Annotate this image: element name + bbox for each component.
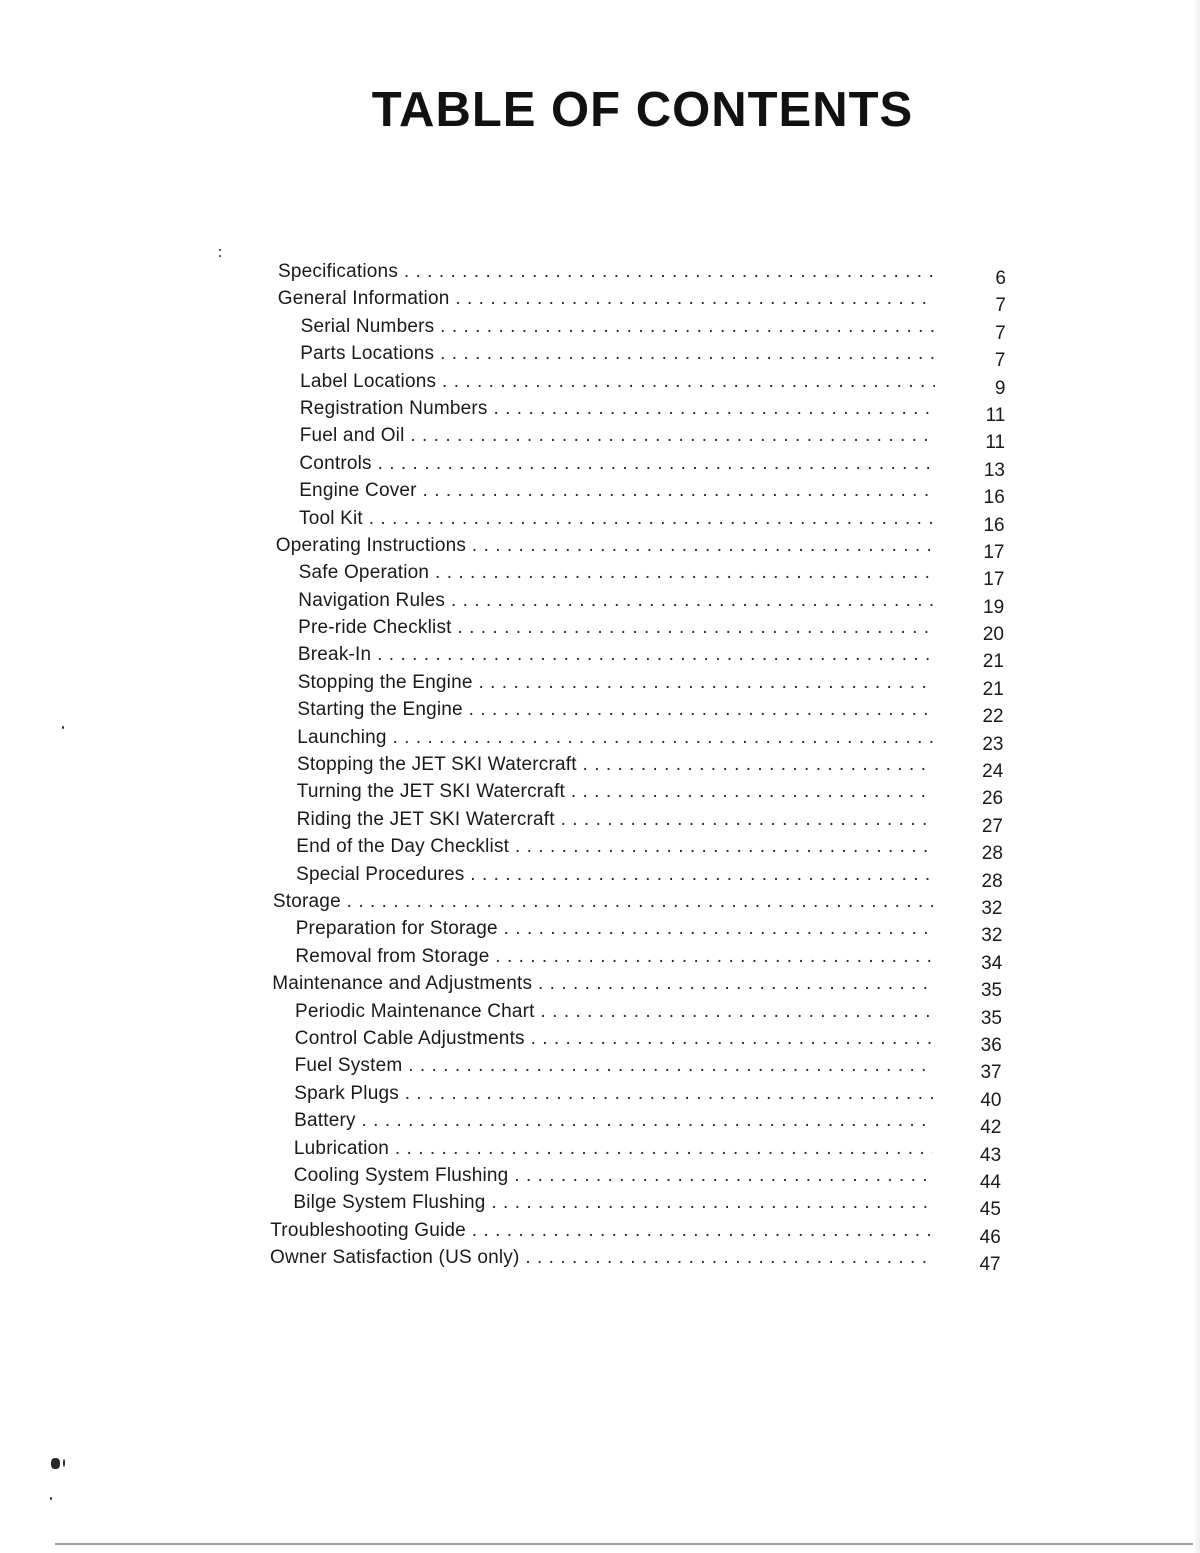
toc-entry-page-number: 17 [983,541,1005,563]
toc-entry-page-number: 16 [983,487,1005,509]
toc-entry-title: Pre-ride Checklist . . . [298,614,934,641]
toc-entry [0,1189,1200,1221]
toc-entry-title: Break-In . . . [298,641,934,668]
toc-entry-title: End of the Day Checklist . . . [296,833,933,860]
toc-entry [0,970,1200,1002]
toc-entry-title: Owner Satisfaction (US only) . . . [270,1244,933,1271]
toc-entry-title: Storage . . . [273,888,934,915]
toc-entry-page-number: 37 [980,1062,1002,1084]
toc-entry-title: Spark Plugs . . . [294,1080,933,1107]
toc-entry-title: Stopping the JET SKI Watercraft . . . [297,751,934,778]
toc-entry [0,587,1200,618]
toc-entry [0,833,1200,865]
page-title: TABLE OF CONTENTS [371,83,914,137]
toc-entry [0,450,1200,481]
toc-entry-page-number: 28 [981,843,1003,865]
scan-speck [51,1458,60,1469]
toc-entry-title: Stopping the Engine . . . [298,669,934,696]
toc-entry [0,532,1200,563]
toc-entry-title: Specifications . . . [278,258,935,285]
toc-entry-title: Controls . . . [299,450,934,477]
toc-entry-title: General Information . . . [278,285,935,312]
toc-entry-page-number: 45 [979,1199,1001,1221]
toc-entry-title: Engine Cover . . . [299,477,934,504]
toc-entry [0,751,1200,783]
toc-entry-title: Cooling System Flushing . . . [294,1162,933,1189]
table-of-contents [0,258,1200,1276]
toc-entry-page-number: 35 [980,1007,1002,1029]
toc-entry-title: Bilge System Flushing . . . [293,1189,932,1216]
toc-entry-title: Removal from Storage . . . [295,943,933,970]
toc-entry-page-number: 21 [982,651,1004,673]
toc-entry-page-number: 9 [994,377,1006,399]
toc-entry [0,559,1200,591]
toc-entry-page-number: 19 [983,596,1005,618]
toc-entry [0,998,1200,1029]
toc-entry-title: Operating Instructions . . . [276,532,935,559]
toc-entry-title: Fuel System . . . [295,1052,934,1079]
toc-entry-title: Battery . . . [294,1107,933,1134]
toc-entry-page-number: 24 [982,761,1004,783]
toc-entry [0,477,1200,509]
toc-entry-page-number: 26 [981,788,1004,810]
right-scan-edge [1193,0,1200,1553]
toc-entry-page-number: 32 [981,925,1003,947]
toc-entry-title: Troubleshooting Guide . . . [270,1217,932,1244]
toc-entry-title: Navigation Rules . . . [298,587,934,614]
toc-entry-page-number: 36 [980,1034,1002,1056]
toc-entry-page-number: 22 [982,706,1004,728]
toc-entry [0,669,1200,700]
toc-entry [0,614,1200,646]
toc-entry-title: Maintenance and Adjustments . . . [272,970,933,997]
toc-entry [0,1107,1200,1139]
toc-entry [0,1080,1200,1111]
toc-entry-page-number: 7 [995,322,1006,344]
toc-entry [0,1052,1200,1084]
toc-entry-title: Preparation for Storage . . . [296,915,934,942]
toc-entry-page-number: 34 [981,952,1003,974]
toc-entry-page-number: 32 [981,897,1003,919]
toc-entry [0,888,1200,919]
toc-entry-page-number: 46 [979,1226,1001,1248]
toc-entry [0,861,1200,892]
toc-entry-page-number: 47 [979,1254,1001,1276]
toc-entry [0,724,1200,755]
toc-entry-page-number: 23 [982,733,1004,755]
toc-entry-title: Control Cable Adjustments . . . [295,1025,933,1052]
toc-entry-title: Tool Kit . . . [299,505,934,532]
toc-entry-title: Special Procedures . . . [296,861,933,888]
toc-entry-title: Fuel and Oil . . . [300,422,935,449]
scan-speck [219,249,221,251]
toc-entry-page-number: 7 [995,295,1006,317]
bottom-scan-edge [55,1543,1200,1545]
toc-entry-page-number: 16 [983,514,1005,536]
toc-entry [0,422,1200,454]
toc-entry-title: Serial Numbers . . . [301,313,935,340]
toc-entry [0,368,1200,399]
toc-entry-title: Parts Locations . . . [300,340,935,367]
toc-entry-page-number: 43 [980,1144,1002,1166]
toc-entry-title: Riding the JET SKI Watercraft . . . [297,806,934,833]
toc-entry-page-number: 20 [982,624,1004,646]
toc-entry-title: Safe Operation . . . [299,559,935,586]
scan-speck [50,1497,52,1500]
scan-speck [219,255,221,257]
toc-entry-page-number: 42 [980,1117,1002,1139]
toc-entry [0,395,1200,426]
toc-entry-page-number: 35 [980,980,1003,1002]
toc-entry-title: Turning the JET SKI Watercraft . . . [297,778,934,805]
toc-entry [0,1025,1200,1056]
toc-entry-title: Registration Numbers . . . [300,395,935,422]
toc-entry [0,1162,1200,1193]
toc-entry [0,943,1200,974]
toc-entry-page-number: 11 [985,432,1006,454]
toc-entry-page-number: 7 [994,350,1006,372]
toc-entry-title: Starting the Engine . . . [297,696,934,723]
scan-speck [63,1459,65,1467]
toc-entry [0,505,1200,536]
toc-entry [0,340,1200,372]
toc-entry-page-number: 13 [983,459,1005,481]
toc-entry-page-number: 11 [985,404,1006,426]
toc-entry-title: Launching . . . [297,724,934,751]
toc-entry-page-number: 6 [995,268,1006,289]
toc-entry-page-number: 40 [980,1089,1002,1111]
toc-entry [0,641,1200,673]
toc-entry-title: Label Locations . . . [300,368,935,395]
scan-speck [62,726,64,729]
toc-entry [0,1135,1200,1166]
toc-entry-page-number: 44 [979,1171,1001,1193]
toc-entry [0,1244,1200,1276]
toc-entry [0,778,1200,810]
toc-entry [0,313,1200,344]
toc-entry [0,696,1200,728]
toc-entry-title: Lubrication . . . [294,1135,933,1162]
toc-entry [0,915,1200,947]
toc-entry [0,285,1200,317]
toc-entry-page-number: 27 [981,815,1003,837]
toc-entry-page-number: 28 [981,870,1003,892]
toc-entry-title: Periodic Maintenance Chart . . . [295,998,933,1025]
toc-entry [0,806,1200,837]
toc-entry-page-number: 21 [982,678,1004,700]
toc-entry-page-number: 17 [983,569,1005,591]
toc-entry [0,1217,1200,1248]
toc-entry [0,258,1200,289]
